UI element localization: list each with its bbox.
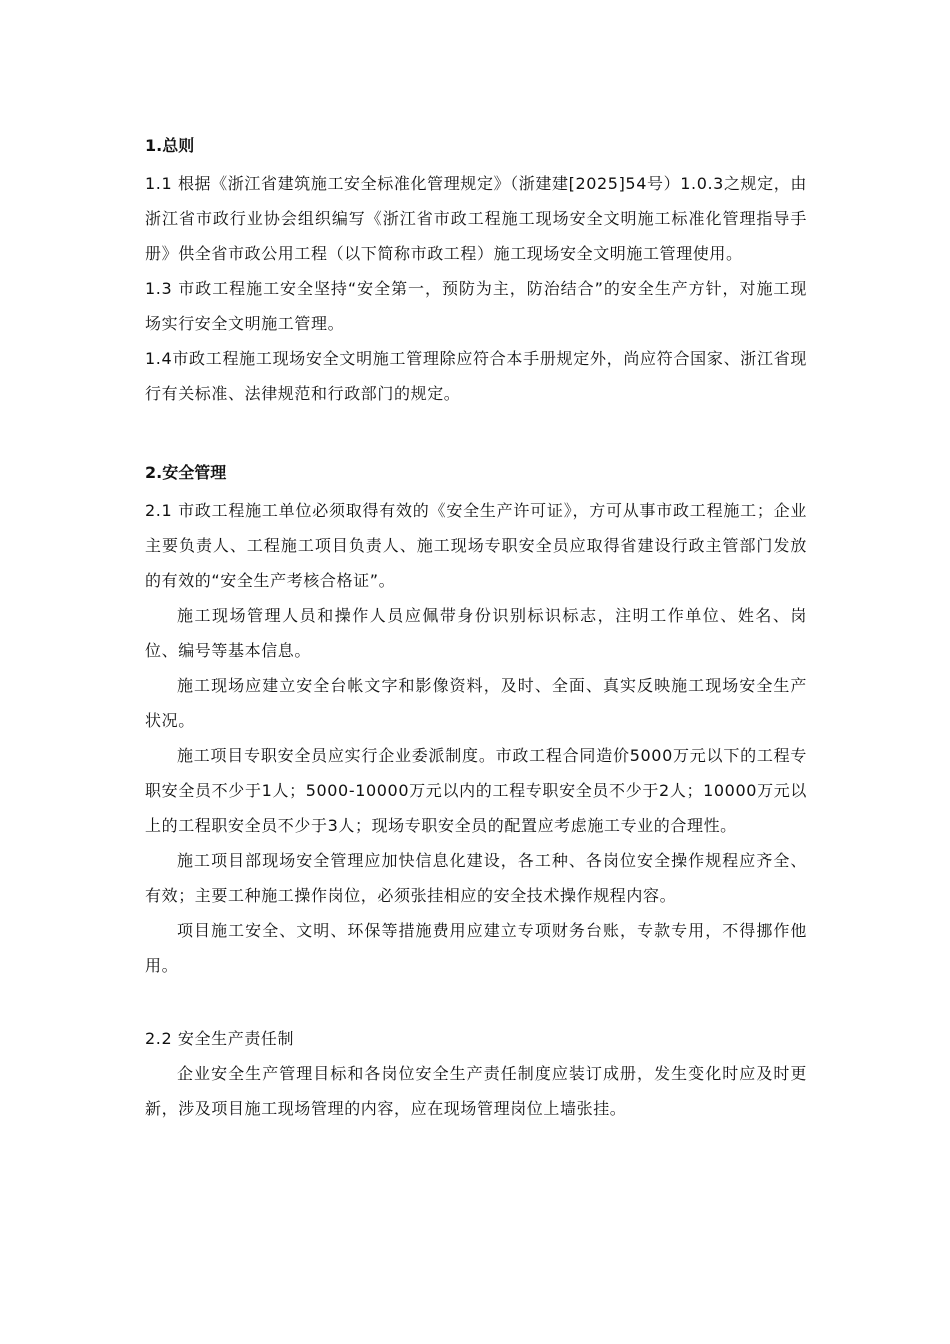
section-1-1-paragraph: 1.1 根据《浙江省建筑施工安全标准化管理规定》（浙建建[2025]54号）1.0.3之规定，由浙江省市政行业协会组织编写《浙江省市政工程施工现场安全文明施工标准化管理指导手册》供全省市政公用工程（以下简称市政工程）施工现场安全文明施工管理使用。 <box>145 174 807 263</box>
safety-records-paragraph: 施工现场应建立安全台帐文字和影像资料，及时、全面、真实反映施工现场安全生产状况。 <box>145 676 807 730</box>
responsibility-system-paragraph: 企业安全生产管理目标和各岗位安全生产责任制度应装订成册，发生变化时应及时更新，涉及项目施工现场管理的内容，应在现场管理岗位上墙张挂。 <box>145 1064 807 1118</box>
section-2-1-paragraph: 2.1 市政工程施工单位必须取得有效的《安全生产许可证》，方可从事市政工程施工；企业主要负责人、工程施工项目负责人、施工现场专职安全员应取得省建设行政主管部门发放的有效的“安全生产考核合格证”。 <box>145 501 807 590</box>
section-1-4-paragraph: 1.4市政工程施工现场安全文明施工管理除应符合本手册规定外，尚应符合国家、浙江省现行有关标准、法律规范和行政部门的规定。 <box>145 349 807 403</box>
safety-officer-paragraph: 施工项目专职安全员应实行企业委派制度。市政工程合同造价5000万元以下的工程专职安全员不少于1人；5000-10000万元以内的工程专职安全员不少于2人；10000万元以上的工程职安全员不少于3人；现场专职安全员的配置应考虑施工专业的合理性。 <box>145 746 807 835</box>
safety-funds-paragraph: 项目施工安全、文明、环保等措施费用应建立专项财务台账，专款专用，不得挪作他用。 <box>145 921 807 975</box>
section-2-2-title: 2.2 安全生产责任制 <box>145 1029 295 1048</box>
informatization-paragraph: 施工项目部现场安全管理应加快信息化建设，各工种、各岗位安全操作规程应齐全、有效；主要工种施工操作岗位，必须张挂相应的安全技术操作规程内容。 <box>145 851 807 905</box>
section-1-title: 1.总则 <box>145 136 195 155</box>
id-badge-paragraph: 施工现场管理人员和操作人员应佩带身份识别标识标志，注明工作单位、姓名、岗位、编号等基本信息。 <box>145 606 807 660</box>
section-1-3-paragraph: 1.3 市政工程施工安全坚持“安全第一，预防为主，防治结合”的安全生产方针，对施工现场实行安全文明施工管理。 <box>145 279 807 333</box>
section-2-title: 2.安全管理 <box>145 463 227 482</box>
document-page <box>145 132 807 1126</box>
